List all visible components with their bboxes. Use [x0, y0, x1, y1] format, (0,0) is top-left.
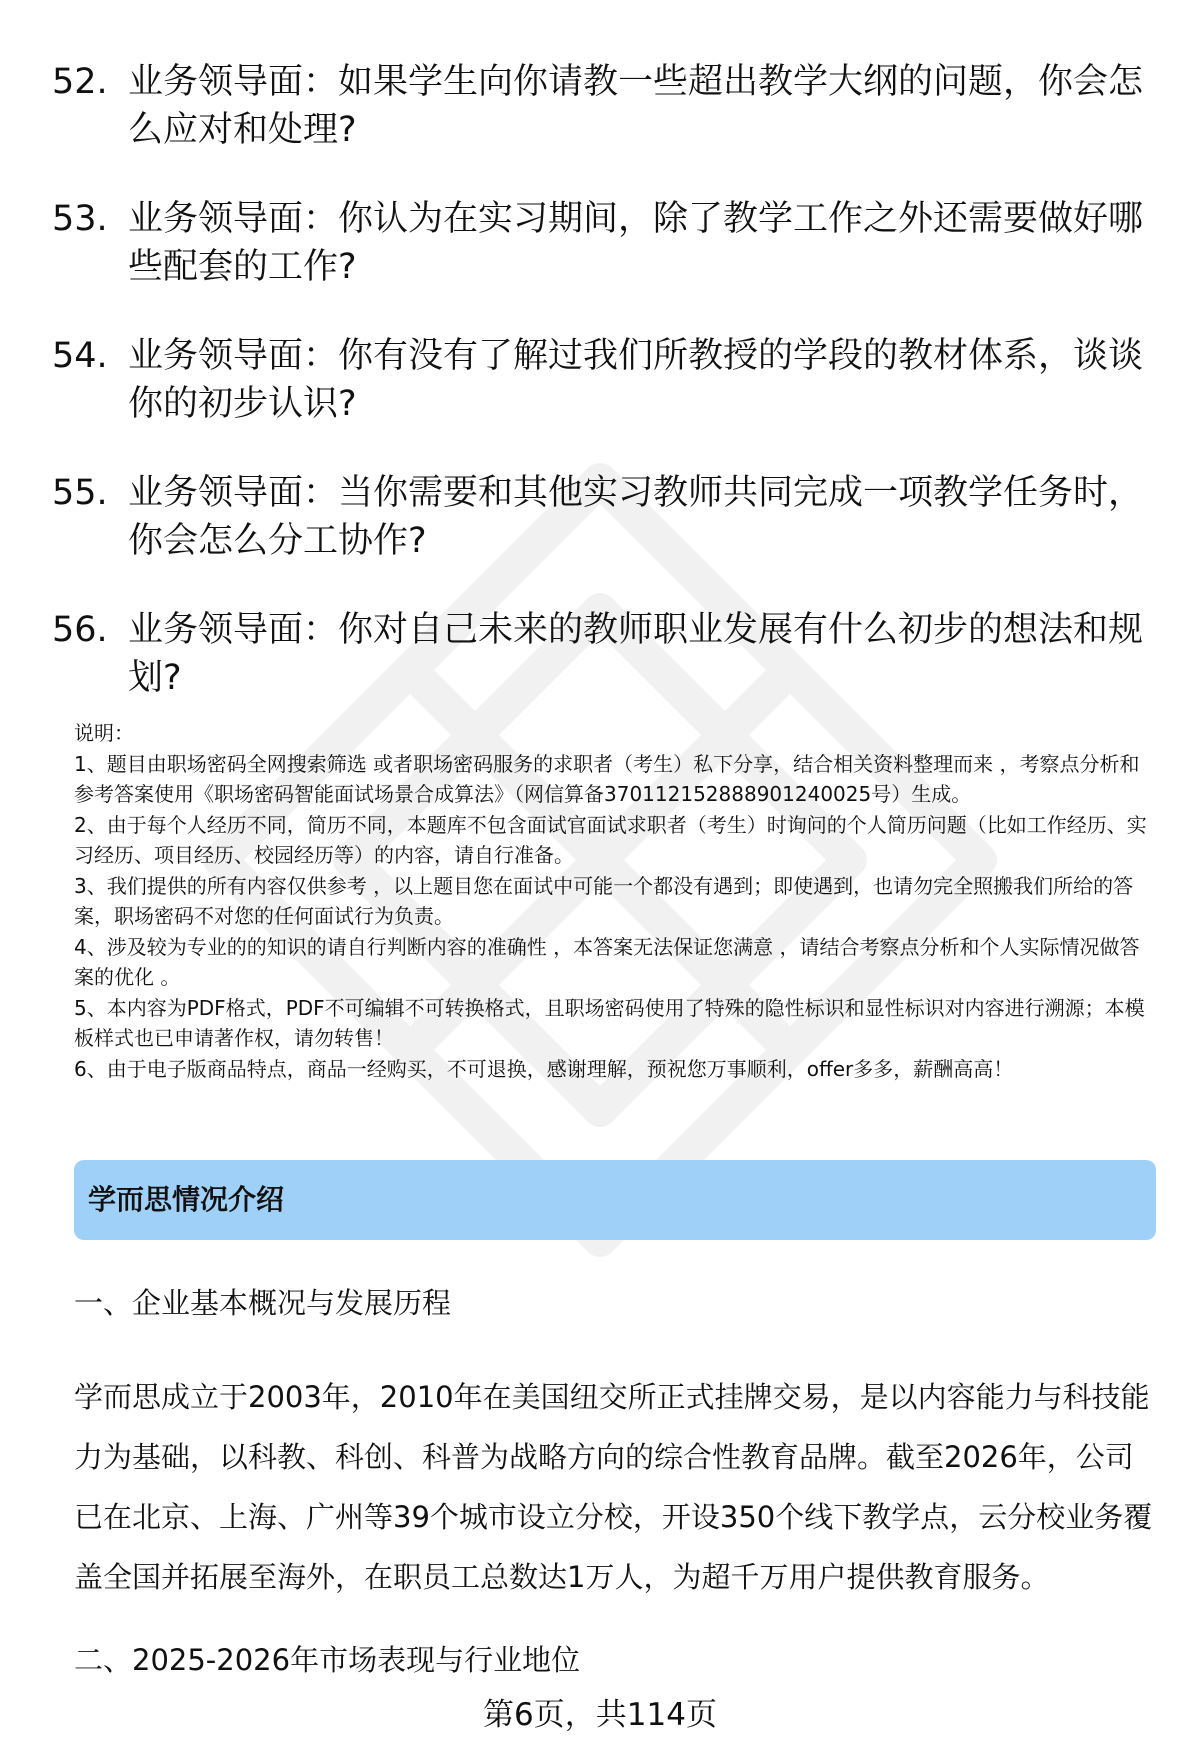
question-item [52, 332, 1152, 428]
note-item: 5、本内容为PDF格式，PDF不可编辑不可转换格式，且职场密码使用了特殊的隐性标识和显性标识对内容进行溯源；本模板样式也已申请著作权，请勿转售！ [74, 995, 1145, 1050]
section-heading: 一、企业基本概况与发展历程 [74, 1286, 452, 1320]
note-item: 1、题目由职场密码全网搜索筛选 或者职场密码服务的求职者（考生）私下分享，结合相关资料整理而来 ，考察点分析和参考答案使用《职场密码智能面试场景合成算法》（网信算备370112152888901240025号）生成。 [74, 751, 1140, 806]
company-overview-paragraph: 学而思成立于2003年，2010年在美国纽交所正式挂牌交易，是以内容能力与科技能力为基础，以科教、科创、科普为战略方向的综合性教育品牌。截至2026年，公司已在北京、上海、广州等39个城市设立分校，开设350个线下教学点，云分校业务覆盖全国并拓展至海外，在职员工总数达1万人，为超千万用户提供教育服务。 [74, 1380, 1153, 1594]
section-title: 学而思情况介绍 [88, 1183, 285, 1216]
page-number: 第6页，共114页 [483, 1697, 717, 1733]
note-item: 6、由于电子版商品特点，商品一经购买，不可退换，感谢理解，预祝您万事顺利，offer多多，薪酬高高！ [74, 1056, 1014, 1081]
question-list [52, 58, 1152, 743]
note-item: 2、由于每个人经历不同，简历不同，本题库不包含面试官面试求职者（考生）时询问的个人简历问题（比如工作经历、实习经历、项目经历、校园经历等）的内容，请自行准备。 [74, 812, 1147, 867]
question-item [52, 195, 1152, 291]
question-number: 53. [52, 199, 108, 239]
question-text: 业务领导面：你有没有了解过我们所教授的学段的教材体系，谈谈你的初步认识? [128, 336, 1144, 424]
note-item: 4、涉及较为专业的的知识的请自行判断内容的准确性 ，本答案无法保证您满意 ，请结合考察点分析和个人实际情况做答案的优化 。 [74, 934, 1140, 989]
section-banner [74, 1160, 1156, 1240]
question-item [52, 58, 1152, 154]
question-text: 业务领导面：你对自己未来的教师职业发展有什么初步的想法和规划? [128, 610, 1144, 698]
note-item: 3、我们提供的所有内容仅供参考 ，以上题目您在面试中可能一个都没有遇到；即使遇到，也请勿完全照搬我们所给的答案，职场密码不对您的任何面试行为负责。 [74, 873, 1134, 928]
section-heading: 二、2025-2026年市场表现与行业地位 [74, 1643, 581, 1677]
question-number: 56. [52, 610, 108, 650]
question-item [52, 469, 1152, 565]
question-number: 55. [52, 473, 108, 513]
question-number: 52. [52, 62, 108, 102]
question-text: 业务领导面：当你需要和其他实习教师共同完成一项教学任务时，你会怎么分工协作? [128, 473, 1144, 561]
question-number: 54. [52, 336, 108, 376]
question-text: 业务领导面：如果学生向你请教一些超出教学大纲的问题，你会怎么应对和处理? [128, 62, 1144, 150]
question-item [52, 606, 1152, 702]
question-text: 业务领导面：你认为在实习期间，除了教学工作之外还需要做好哪些配套的工作? [128, 199, 1144, 287]
notes-title: 说明： [74, 721, 134, 745]
disclaimer-notes [74, 718, 1154, 1084]
